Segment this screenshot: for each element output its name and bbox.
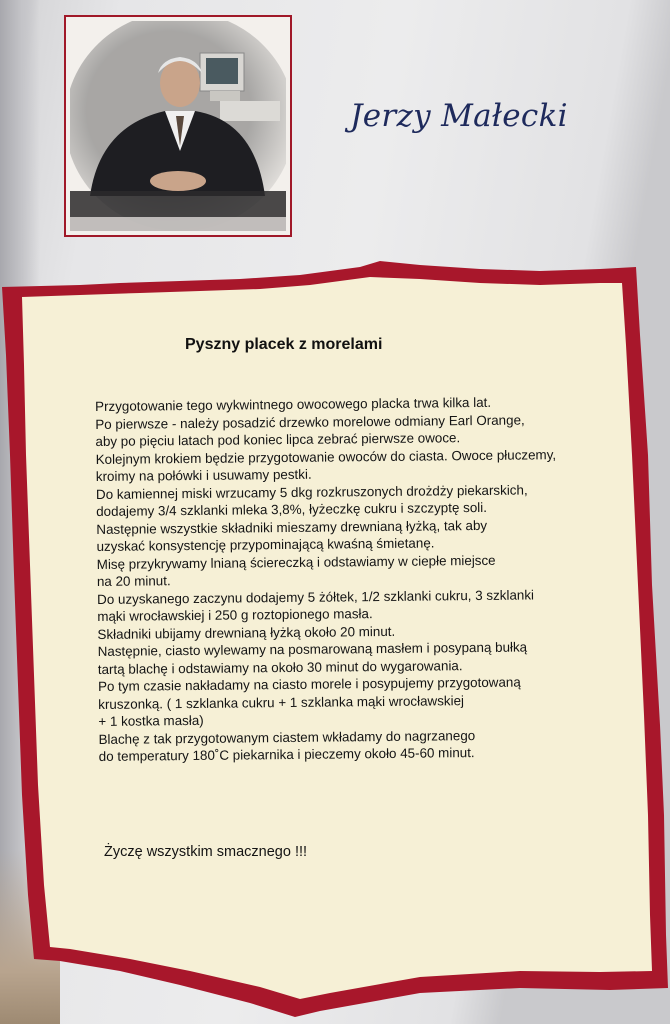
recipe-line: kroimy na połówki i usuwamy pestki.	[95, 466, 312, 484]
recipe-line: Po tym czasie nakładamy na ciasto morele i posypujemy przygotowaną	[97, 674, 521, 694]
recipe-line: Do kamiennej miski wrzucamy 5 dkg rozkruszonych drożdży piekarskich,	[95, 481, 528, 502]
recipe-line: + 1 kostka masła)	[98, 712, 204, 729]
recipe-line: do temperatury 180˚C piekarnika i pieczemy około 45-60 minut.	[98, 745, 475, 764]
recipe-line: Blachę z tak przygotowanym ciastem wkładamy do nagrzanego	[98, 727, 476, 747]
recipe-line: Składniki ubijamy drewnianą łyżką około 20 minut.	[97, 623, 396, 642]
recipe-line: mąki wrocławskiej i 250 g roztopionego masła.	[97, 606, 373, 624]
recipe-line: Kolejnym krokiem będzie przygotowanie owoców do ciasta. Owoce płuczemy,	[95, 446, 557, 467]
recipe-line: Misę przykrywamy lnianą ściereczką i odstawiamy w ciepłe miejsce	[96, 552, 496, 572]
recipe-line: kruszonką. ( 1 szklanka cukru + 1 szklanka mąki wrocławskiej	[98, 692, 465, 712]
author-photo-frame	[64, 15, 292, 237]
recipe-line: Po pierwsze - należy posadzić drzewko morelowe odmiany Earl Orange,	[95, 412, 525, 432]
recipe-line: Następnie wszystkie składniki mieszamy drewnianą łyżką, tak aby	[96, 517, 488, 537]
recipe-title: Pyszny placek z morelami	[185, 336, 383, 353]
closing-wish: Życzę wszystkim smacznego !!!	[104, 844, 308, 860]
recipe-line: tartą blachę i odstawiamy na około 30 minut do wygarowania.	[97, 657, 463, 677]
portrait-photo-icon	[70, 21, 286, 231]
recipe-line: Przygotowanie tego wykwintnego owocowego placka trwa kilka lat.	[95, 394, 492, 414]
recipe-text	[95, 392, 629, 765]
recipe-line: Do uzyskanego zaczynu dodajemy 5 żółtek, 1/2 szklanki cukru, 3 szklanki	[97, 586, 535, 607]
author-name: Jerzy Małecki	[350, 98, 568, 134]
recipe-line: Następnie, ciasto wylewamy na posmarowaną masłem i posypaną bułką	[97, 639, 528, 659]
recipe-line: uzyskać konsystencję przypominającą kwaśną śmietanę.	[96, 535, 435, 554]
recipe-line: aby po pięciu latach pod koniec lipca zebrać pierwsze owoce.	[95, 430, 461, 449]
recipe-line: dodajemy 3/4 szklanki mleka 3,8%, łyżeczkę cukru i szczyptę soli.	[96, 499, 487, 519]
recipe-line: na 20 minut.	[96, 573, 171, 589]
